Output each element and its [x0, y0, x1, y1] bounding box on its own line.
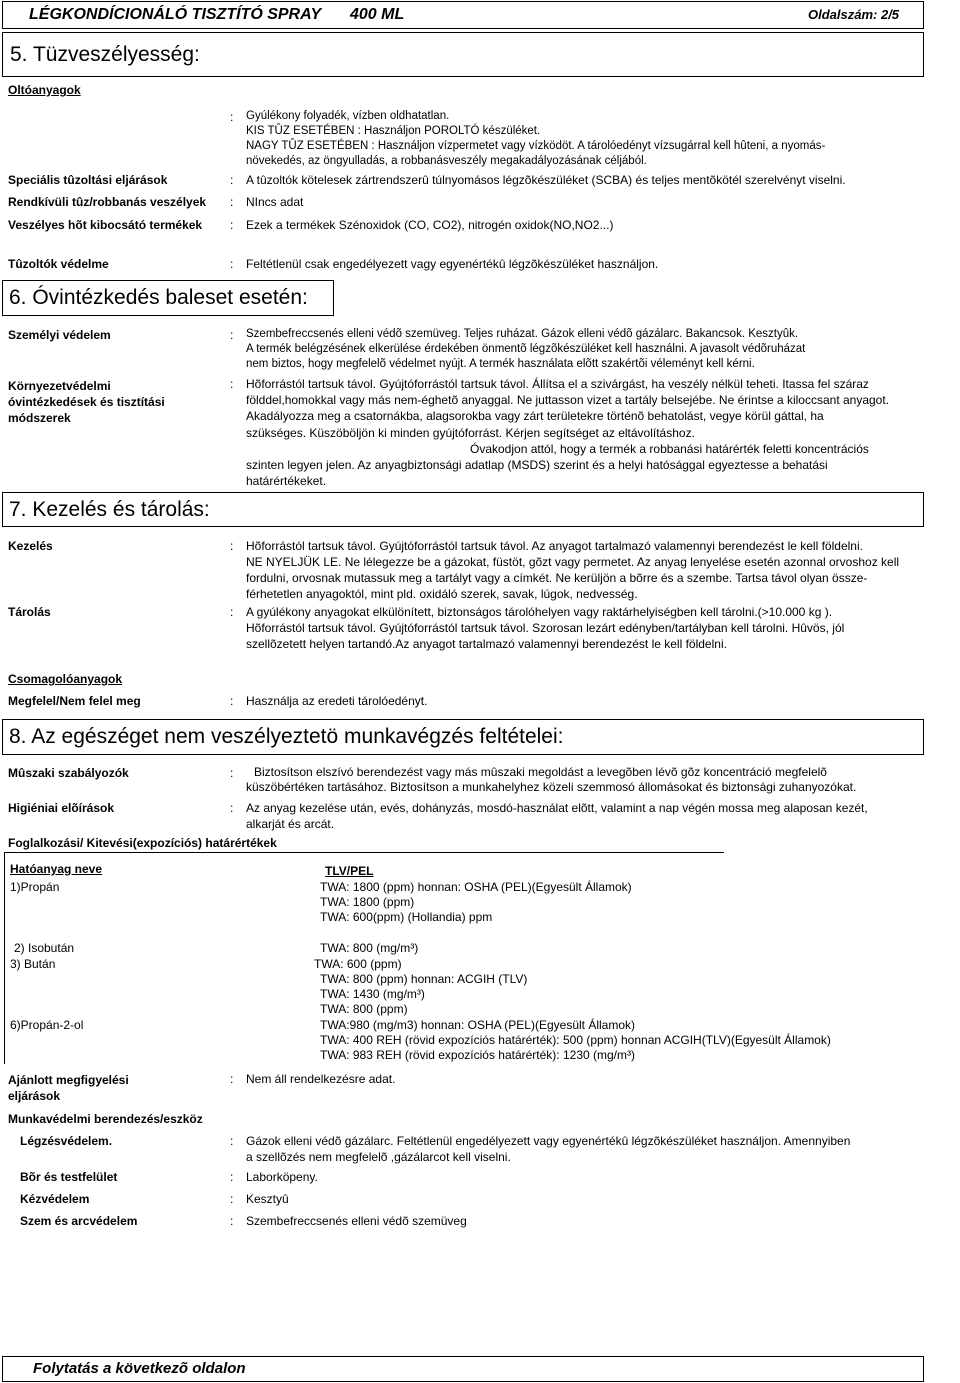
rendkivuli-label: Rendkívüli tûz/robbanás veszélyek — [8, 195, 207, 209]
bor-label: Bõr és testfelület — [20, 1170, 118, 1184]
colon: : — [230, 257, 234, 271]
oltoanyagok-label: Oltóanyagok — [8, 83, 81, 97]
bor-text: Laborköpeny. — [246, 1170, 318, 1184]
colon: : — [230, 1072, 234, 1086]
ajanlott-label: Ajánlott megfigyelési eljárások — [8, 1073, 129, 1103]
kornyezet-text: Hõforrástól tartsuk távol. Gyújtóforrástól tartsuk távol. Állítsa el a szivárgást, ha veszély nélkül teheti. Itassa fel száraz földdel,homokkal vagy más nem-éghetõ anyaggal. Ne juttasson vizet a tartály belsejébe. Ne érintse a kiloccsant anyagot. Akadályozza meg a csatornákba, alagsorokba vagy zárt területekre történõ behatolást, vegye körül gáttal, ha szükséges. Küszöböljön ki minden gyújtóforrást. Kérjen segítséget az eltávolításhoz. Óvakodjon attól, hogy a termék a robbanási határérték feletti koncentrációs szinten legyen jelen. Az anyagbiztonsági adatlap (MSDS) szerint és a helyi hatósággal egyeztesse a behatási határértékeket. — [246, 377, 890, 489]
tarolas-text: A gyúlékony anyagokat elkülönített, biztonságos tárolóhelyen vagy raktárhelyiségben kell tárolni.(>10.000 kg ). Hõforrástól tartsuk távol. Gyújtóforrástól tartsuk távol. Szorosan lezárt edényben/tartályban kell tárolni. Hûvös, jól szellõzetett helyen tartandó.Az anyagot tartalmazó valamennyi berendezést le kell földelni. — [246, 605, 845, 651]
table-row-values: TWA:980 (mg/m3) honnan: OSHA (PEL)(Egyesült Államok) TWA: 400 REH (rövid expozíciós határérték): 500 (ppm) honnan ACGIH(TLV)(Egyesült Államok) TWA: 983 REH (rövid expozíciós határérték): 1230 (mg/m³) — [320, 1018, 831, 1062]
muszaki-text: Biztosítson elszívó berendezést vagy más mûszaki megoldást a levegõben lévõ gõz koncentráció megfelelõ küszöbértéken tartásához. Biztosítson a munkahelyhez közeli szemmosó állomásokat és biztonsági zuhanyozókat. — [246, 765, 857, 794]
szem-label: Szem és arcvédelem — [20, 1214, 138, 1228]
rendkivuli-text: NIncs adat — [246, 195, 304, 209]
colon: : — [230, 195, 234, 209]
section-6-title: 6. Óvintézkedés baleset esetén: — [9, 286, 308, 309]
colon: : — [230, 605, 234, 619]
table-row-values: TWA: 600 (ppm) TWA: 800 (ppm) honnan: ACGIH (TLV) TWA: 1430 (mg/m³) TWA: 800 (ppm) — [314, 957, 528, 1016]
tuzoltok-label: Tûzoltók védelme — [8, 257, 109, 271]
szemelyi-label: Személyi védelem — [8, 328, 111, 342]
page-number: Oldalszám: 2/5 — [808, 7, 900, 22]
oltoanyagok-text: Gyúlékony folyadék, vízben oldhatatlan. KIS TÛZ ESETÉBEN : Használjon POROLTÓ készüléket. NAGY TÛZ ESETÉBEN : Használjon vízpermetet vagy vízködöt. A tárolóedényt vízsugárral kell hûteni, a nyomás- növekedés, az öngyulladás, a robbanásveszély megakadályozásának céljából. — [246, 110, 826, 167]
megfelel-label: Megfelel/Nem felel meg — [8, 694, 141, 708]
continuation-note: Folytatás a következõ oldalon — [33, 1360, 246, 1377]
szemelyi-text: Szembefreccsenés elleni védõ szemüveg. Teljes ruházat. Gázok elleni védõ gázálarc. Bakancsok. Kesztyûk. A termék belégzésének elkerülése érdekében önmentõ légzõkészüléket kell használni. A javasolt védõruházat nem biztos, hogy megfelelõ védelmet nyújt. A termék használata elõtt szakértõi véleményt kell kérni. — [246, 328, 806, 370]
specialis-text: A tûzoltók kötelesek zártrendszerû túlnyomásos légzõkészüléket (SCBA) és teljes mentõkötél szerelvényt viselni. — [246, 173, 846, 187]
document-title: LÉGKONDÍCIONÁLÓ TISZTÍTÓ SPRAY — [29, 6, 322, 23]
kez-text: Kesztyû — [246, 1192, 289, 1206]
section-8-title: 8. Az egészéget nem veszélyeztetö munkavégzés feltételei: — [9, 725, 564, 748]
ajanlott-text: Nem áll rendelkezésre adat. — [246, 1072, 396, 1086]
veszelyes-label: Veszélyes hõt kibocsátó termékek — [8, 218, 203, 232]
colon: : — [230, 377, 234, 391]
tuzoltok-text: Feltétlenül csak engedélyezett vagy egyenértékû légzõkészüléket használjon. — [246, 257, 659, 271]
higieniai-text: Az anyag kezelése után, evés, dohányzás, mosdó-használat elõtt, valamint a nap végén mossa meg alaposan kezét, alkarját és arcát. — [246, 801, 868, 831]
muszaki-label: Mûszaki szabályozók — [8, 766, 129, 780]
colon: : — [230, 766, 234, 780]
legzes-text: Gázok elleni védõ gázálarc. Feltétlenül engedélyezett vagy egyenértékû légzõkészüléket használjon. Amennyiben a szellõzés nem megfelelõ ,gázálarcot kell viselni. — [246, 1134, 851, 1164]
kornyezet-label: Környezetvédelmi óvintézkedések és tisztítási módszerek — [8, 379, 165, 425]
table-row-name: 3) Bután — [10, 957, 56, 971]
csomag-label: Csomagolóanyagok — [8, 672, 123, 686]
colon: : — [230, 539, 234, 553]
colon: : — [230, 173, 234, 187]
colon: : — [230, 801, 234, 815]
specialis-label: Speciális tûzoltási eljárások — [8, 173, 168, 187]
colon: : — [230, 1170, 234, 1184]
colon: : — [230, 1134, 234, 1148]
table-header-name: Hatóanyag neve — [10, 862, 103, 876]
colon: : — [230, 218, 234, 232]
tarolas-label: Tárolás — [8, 605, 51, 619]
megfelel-text: Használja az eredeti tárolóedényt. — [246, 694, 428, 708]
kezeles-label: Kezelés — [8, 539, 53, 553]
section-7-title: 7. Kezelés és tárolás: — [9, 498, 210, 521]
legzes-label: Légzésvédelem. — [20, 1134, 113, 1148]
table-row-values: TWA: 800 (mg/m³) — [320, 941, 419, 955]
kez-label: Kézvédelem — [20, 1192, 90, 1206]
document-volume: 400 ML — [350, 6, 405, 23]
section-5-title: 5. Tüzveszélyesség: — [10, 43, 200, 66]
colon: : — [230, 1214, 234, 1228]
colon: : — [230, 110, 234, 124]
table-row-name: 1)Propán — [10, 880, 60, 894]
table-row-values: TWA: 1800 (ppm) honnan: OSHA (PEL)(Egyesült Államok) TWA: 1800 (ppm) TWA: 600(ppm) (Hollandia) ppm — [320, 880, 632, 924]
munkavedelmi-label: Munkavédelmi berendezés/eszköz — [8, 1112, 203, 1126]
veszelyes-text: Ezek a termékek Szénoxidok (CO, CO2), nitrogén oxidok(NO,NO2...) — [246, 218, 614, 232]
table-row-name: 2) Isobután — [14, 941, 75, 955]
table-row-name: 6)Propán-2-ol — [10, 1018, 84, 1032]
colon: : — [230, 1192, 234, 1206]
colon: : — [230, 328, 234, 342]
kezeles-text: Hõforrástól tartsuk távol. Gyújtóforrástól tartsuk távol. Az anyagot tartalmazó valamennyi berendezést le kell földelni. NE NYELJÜK LE. Ne lélegezze be a gázokat, füstöt, gõzt vagy permetet. Az anyag lenyelése esetén azonnal orvoshoz kell fordulni, orvosnak mutassuk meg a tartályt vagy a címkét. Ne kerüljön a bõrre és a szembe. Tartsa távol olyan össze- férhetetlen anyagoktól, mint pld. oxidáló szerek, savak, lúgok, nedvesség. — [246, 539, 900, 601]
table-header-tlv: TLV/PEL — [325, 864, 374, 878]
szem-text: Szembefreccsenés elleni védõ szemüveg — [246, 1214, 467, 1228]
foglalkozasi-label: Foglalkozási/ Kitevési(expozíciós) határértékek — [8, 836, 277, 850]
higieniai-label: Higiéniai elõírások — [8, 801, 115, 815]
colon: : — [230, 694, 234, 708]
